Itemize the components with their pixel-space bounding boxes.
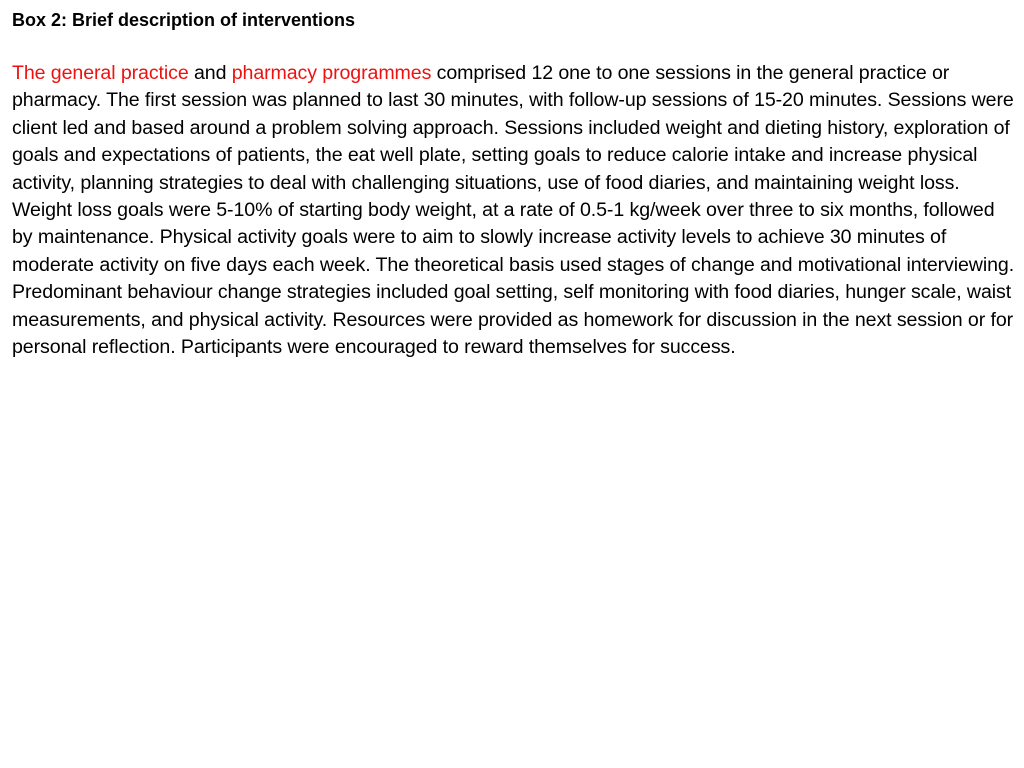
connector-text: and	[188, 62, 232, 84]
intervention-description	[12, 60, 1018, 361]
description-text: comprised 12 one to one sessions in the general practice or pharmacy. The first session was planned to last 30 minutes, with follow-up sessions of 15-20 minutes. Sessions were client led and based around a problem solving approach. Sessions included weight and dieting history, exploration of goals and expectations of patients, the eat well plate, setting goals to reduce calorie intake and increase physical activity, planning strategies to deal with challenging situations, use of food diaries, and maintaining weight loss. Weight loss goals were 5-10% of starting body weight, at a rate of 0.5-1 kg/week over three to six months, followed by maintenance. Physical activity goals were to aim to slowly increase activity levels to achieve 30 minutes of moderate activity on five days each week. The theoretical basis used stages of change and motivational interviewing. Predominant behaviour change strategies included goal setting, self monitoring with food diaries, hunger scale, waist measurements, and physical activity. Resources were provided as homework for discussion in the next session or for personal reflection. Participants were encouraged to reward themselves for success.	[12, 62, 1015, 359]
highlight-pharmacy-programmes: pharmacy programmes	[231, 62, 432, 84]
box-title: Box 2: Brief description of interventions	[12, 10, 356, 30]
highlight-general-practice: The general practice	[12, 62, 189, 84]
document-body	[12, 8, 1018, 361]
